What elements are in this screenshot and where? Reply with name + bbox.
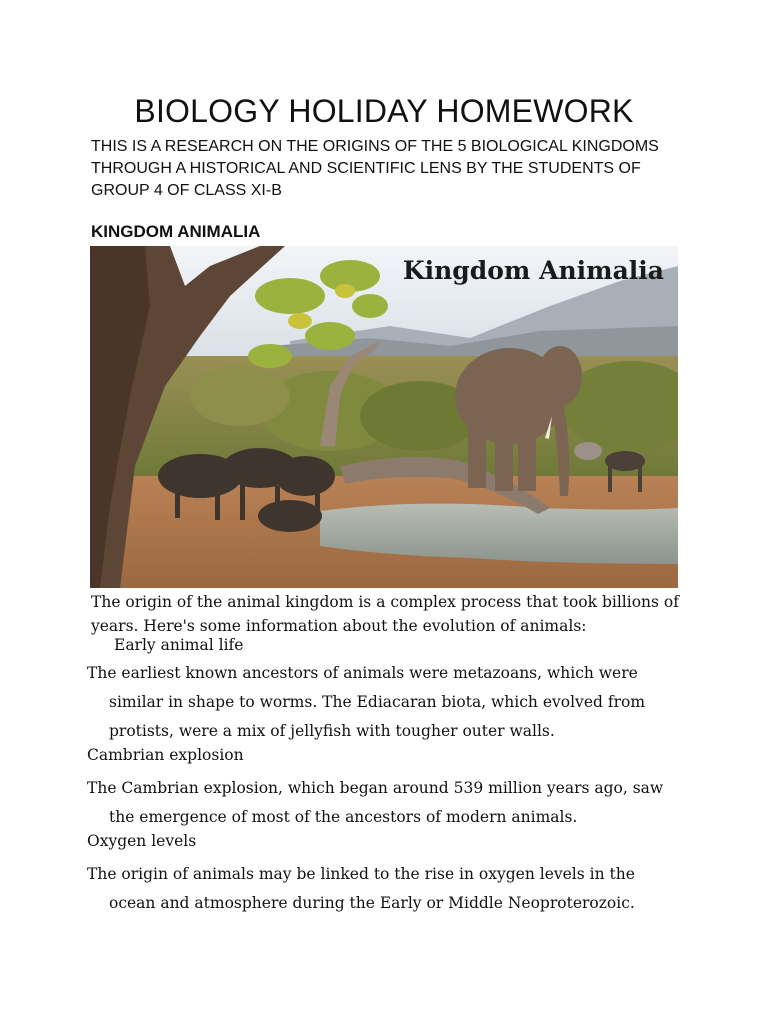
text-oxygen-levels [87, 860, 687, 918]
text-cambrian-line1: The Cambrian explosion, which began around 539 million years ago, saw [87, 779, 664, 797]
paragraph-origin: The origin of the animal kingdom is a complex process that took billions of years. Here's some information about the evolution of animals: [91, 593, 679, 635]
document-title: BIOLOGY HOLIDAY HOMEWORK [134, 93, 634, 129]
animalia-photo [90, 246, 678, 588]
subheading-cambrian-explosion: Cambrian explosion [87, 746, 244, 764]
intro-text: THIS IS A RESEARCH ON THE ORIGINS OF THE 5 BIOLOGICAL KINGDOMS THROUGH A HISTORICAL AND SCIENTIFIC LENS BY THE STUDENTS OF GROUP 4 OF CLASS XI-B [91, 138, 659, 199]
subheading-oxygen-levels: Oxygen levels [87, 832, 197, 850]
subheading-early-animal-life: Early animal life [114, 636, 244, 654]
text-early-line1: The earliest known ancestors of animals were metazoans, which were [87, 664, 638, 682]
text-oxygen-line1: The origin of animals may be linked to the rise in oxygen levels in the [87, 865, 635, 883]
text-cambrian-explosion [87, 774, 687, 832]
text-oxygen-continued: ocean and atmosphere during the Early or Middle Neoproterozoic. [109, 894, 635, 912]
savanna-illustration [90, 246, 678, 588]
text-early-continued: similar in shape to worms. The Ediacaran biota, which evolved from protists, were a mix of jellyfish with tougher outer walls. [109, 693, 646, 740]
photo-caption: Kingdom Animalia [402, 256, 664, 285]
text-cambrian-continued: the emergence of most of the ancestors of modern animals. [109, 808, 578, 826]
section-heading-animalia: KINGDOM ANIMALIA [91, 222, 261, 241]
text-early-animal-life [87, 659, 687, 746]
